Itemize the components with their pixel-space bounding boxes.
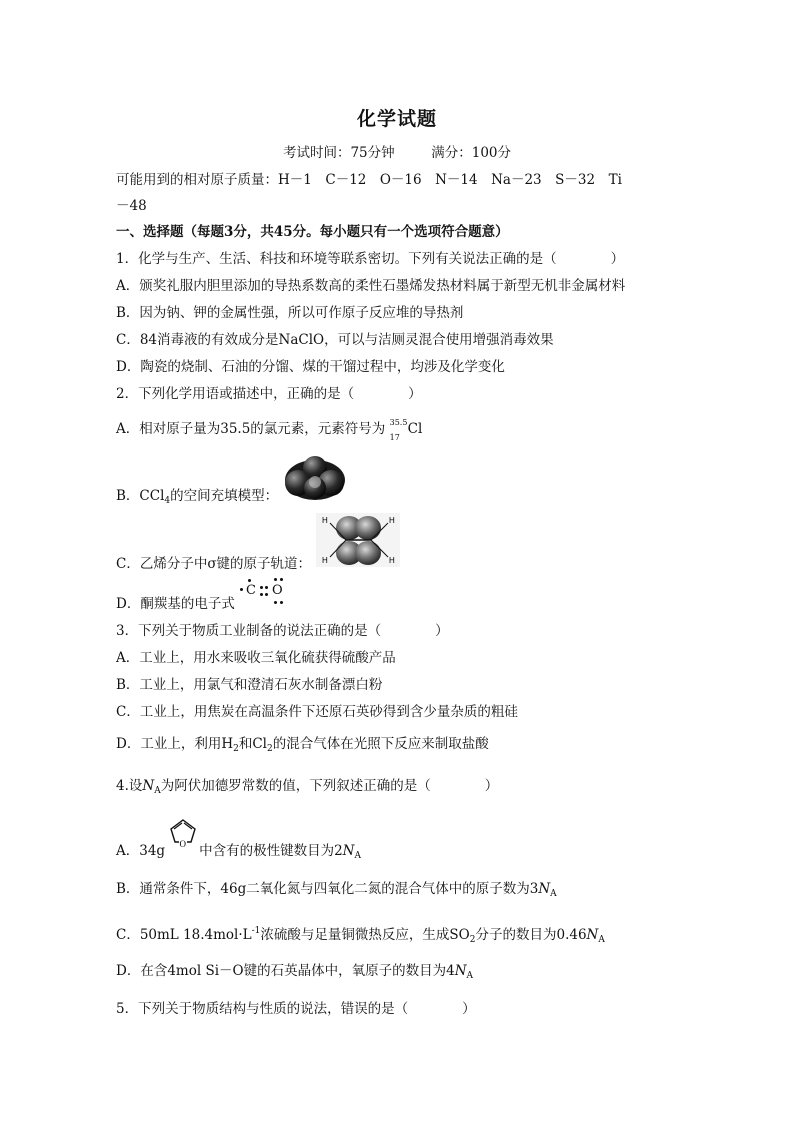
q1-option-a: A．颁奖礼服内胆里添加的导热系数高的柔性石墨烯发热材料属于新型无机非金属材料 [116,278,626,294]
q1-option-b: B．因为钠、钾的金属性强，所以可作原子反应堆的导热剂 [116,305,464,321]
atomic-mass-line-1: 可能用到的相对原子质量：H－1 C－12 O－16 N－14 Na－23 S－32 Ti [116,172,622,188]
q3-option-d-part: D．工业上，利用H [116,736,234,752]
q4-c-superscript: -1 [251,926,261,936]
dot-formula-oxygen: O [272,583,283,598]
avogadro-subscript: A [154,786,161,796]
q2-option-b-label: B． [116,488,140,504]
q2-option-d: D．酮羰基的电子式 [116,596,235,612]
avogadro-subscript: A [354,851,361,861]
q4-option-a-part: 中含有的极性键数目为2 [199,843,343,859]
q2-option-b-text: 的空间充填模型： [170,488,279,504]
ethylene-orbital-image [316,513,400,567]
q4-option-c-part: 浓硫酸与足量铜微热反应，生成SO [260,927,470,943]
q3-stem: 3．下列关于物质工业制备的说法正确的是（ ） [116,623,449,639]
q4-option-c-part: C．50mL 18.4mol·L [116,927,252,943]
cl2-subscript: 2 [267,744,273,754]
q4-option-d-part: D．在含4mol Si－O键的石英晶体中，氧原子的数目为4 [116,963,455,979]
q4-option-a-part: A．34g [116,843,166,859]
ccl4-subscript: 4 [164,496,171,506]
avogadro-symbol: N [538,881,551,897]
q2-option-a-text: A．相对原子量为35.5的氯元素，元素符号为 [116,421,386,437]
q2-stem: 2．下列化学用语或描述中，正确的是（ ） [116,386,422,402]
q4-option-c-part: 分子的数目为0.46 [475,927,587,943]
orbital-h-label: H [322,516,328,525]
so2-subscript: 2 [469,935,476,945]
ccl4-space-filling-model-image [284,455,346,501]
q4-option-d [116,962,473,985]
avogadro-subscript: A [466,971,473,981]
q4-stem-part: 4.设 [116,778,143,794]
q2-option-b [116,487,278,510]
q4-option-b [116,880,557,903]
q4-option-a [116,842,361,865]
avogadro-symbol: N [586,927,599,943]
orbital-h-label: H [389,556,395,565]
q3-option-d-part: 的混合气体在光照下反应来制取盐酸 [272,736,489,752]
avogadro-symbol: N [454,963,467,979]
q3-option-d-part: 和Cl [238,736,267,752]
ccl4-formula: CCl [139,488,165,504]
atomic-mass-line-2: －48 [116,198,147,214]
q1-stem: 1．化学与生产、生活、科技和环境等联系密切。下列有关说法正确的是（ ） [116,251,625,267]
isotope-mass: 35.5 [389,418,408,427]
exam-info [0,144,794,162]
section-heading: 一、选择题（每题3分，共45分。每小题只有一个选项符合题意） [116,224,509,240]
furan-oxygen-label: O [179,839,186,849]
dot-formula-carbon: C [246,583,256,598]
full-marks: 满分：100分 [431,145,512,161]
avogadro-symbol: N [142,778,155,794]
q4-option-c [116,922,605,949]
avogadro-subscript: A [550,889,557,899]
q4-stem [116,777,498,800]
carbonyl-electron-dot-formula [240,578,292,608]
q3-option-c: C．工业上，用焦炭在高温条件下还原石英砂得到含少量杂质的粗硅 [116,704,518,720]
orbital-h-label: H [322,556,328,565]
q3-option-b: B．工业上，用氯气和澄清石灰水制备漂白粉 [116,677,383,693]
avogadro-symbol: N [342,843,355,859]
isotope-atomic-number: 17 [389,433,400,442]
q2-option-c: C．乙烯分子中σ键的原子轨道： [116,556,312,572]
q5-stem: 5．下列关于物质结构与性质的说法，错误的是（ ） [116,1001,476,1017]
q1-option-d: D．陶瓷的烧制、石油的分馏、煤的干馏过程中，均涉及化学变化 [116,359,505,375]
h2-subscript: 2 [233,744,239,754]
q4-option-b-part: B．通常条件下，46g二氧化氮与四氧化二氮的混合气体中的原子数为3 [116,881,539,897]
exam-time: 考试时间：75分钟 [282,145,395,161]
isotope-symbol: Cl [407,421,423,437]
q3-option-d [116,735,489,758]
orbital-h-label: H [389,516,395,525]
q1-option-c: C．84消毒液的有效成分是NaClO，可以与洁厕灵混合使用增强消毒效果 [116,332,554,348]
page-title: 化学试题 [356,108,437,130]
q4-stem-part: 为阿伏加德罗常数的值，下列叙述正确的是（ ） [160,778,499,794]
q3-option-a: A．工业上，用水来吸收三氧化硫获得硫酸产品 [116,650,396,666]
avogadro-subscript: A [598,935,605,945]
q2-option-a [116,418,423,442]
